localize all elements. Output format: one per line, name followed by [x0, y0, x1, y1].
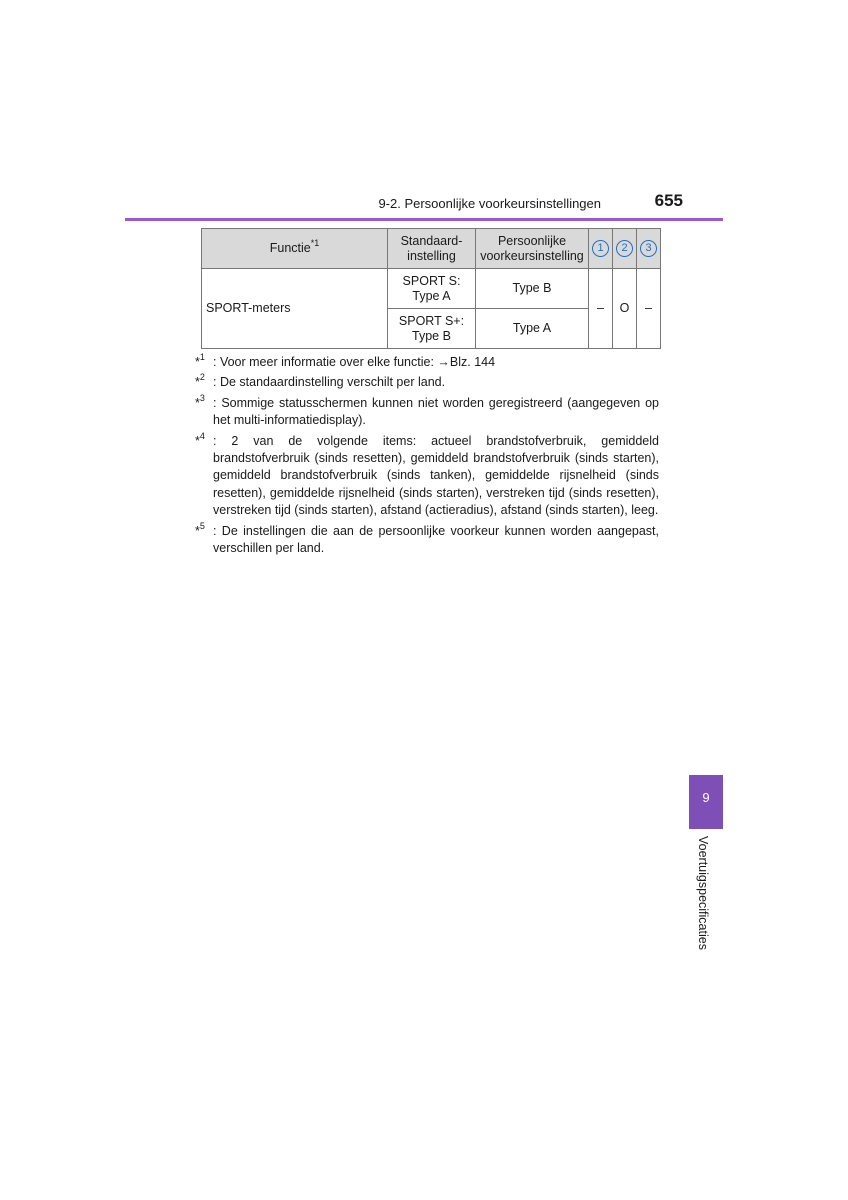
header-function: Functie$^{*1}$	[202, 229, 388, 269]
footnote-5	[195, 520, 659, 558]
footnote-text: : 2 van de volgende items: actueel brandstofverbruik, gemiddeld brandstofverbruik (sinds resetten), gemiddeld brandstofverbruik (sinds starten), gemiddeld brandstofverbruik (sinds tanken), gemiddelde rijsnelheid (sinds resetten), gemiddelde rijsnelheid (sinds starten), verstreken tijd (sinds resetten), verstreken tijd (sinds starten), afstand (actieradius), afstand (sinds starten), leeg.	[213, 433, 659, 518]
section-title: 9-2. Persoonlijke voorkeursinstellingen	[378, 196, 601, 211]
row-personal-cell: Type B	[476, 269, 589, 309]
row-default-cell: SPORT S: Type A	[388, 269, 476, 309]
footnote-text: : De standaardinstelling verschilt per land.	[213, 375, 446, 390]
table-header-row	[202, 229, 661, 269]
chapter-tab: 9	[689, 775, 723, 829]
settings-table	[201, 228, 661, 349]
row-col-3-cell: –	[637, 269, 661, 349]
row-col-2-cell: O	[613, 269, 637, 349]
row-function-cell: SPORT-meters	[202, 269, 388, 349]
page-number: 655	[654, 191, 683, 210]
header-col-3	[637, 229, 661, 269]
header-col-1	[589, 229, 613, 269]
footnote-4	[195, 430, 659, 520]
circled-number-2-icon: 2	[616, 240, 633, 257]
circled-number-3-icon: 3	[640, 240, 657, 257]
row-col-1-cell: –	[589, 269, 613, 349]
footnote-marker: *$^2$	[195, 372, 205, 390]
footnote-2	[195, 374, 659, 391]
chapter-tab-label: Voertuigspecificaties	[696, 836, 710, 950]
footnote-text: : De instellingen die aan de persoonlijke voorkeur kunnen worden aangepast, verschillen per land.	[213, 523, 659, 556]
footnote-3	[195, 392, 659, 430]
footnote-marker: *$^1$	[195, 352, 205, 369]
footnote-marker: *$^3$	[195, 392, 205, 410]
footnotes	[195, 354, 659, 560]
header-personal: Persoonlijke voorkeursinstelling	[476, 229, 589, 269]
circled-number-1-icon: 1	[592, 240, 609, 257]
header-col-2	[613, 229, 637, 269]
footnote-text: : Sommige statusschermen kunnen niet worden geregistreerd (aangegeven op het multi-informatiedisplay).	[213, 395, 659, 428]
footnote-marker: *$^4$	[195, 430, 205, 448]
footnote-text: : Voor meer informatie over elke functie: →Blz. 144	[213, 355, 496, 369]
table-row	[202, 269, 661, 309]
footnote-1	[195, 354, 659, 371]
header-default: Standaard- instelling	[388, 229, 476, 269]
row-personal-cell: Type A	[476, 309, 589, 349]
row-default-cell: SPORT S+: Type B	[388, 309, 476, 349]
page-header	[125, 190, 723, 221]
header-function-note: *1	[310, 238, 320, 248]
footnote-marker: *$^5$	[195, 520, 205, 538]
